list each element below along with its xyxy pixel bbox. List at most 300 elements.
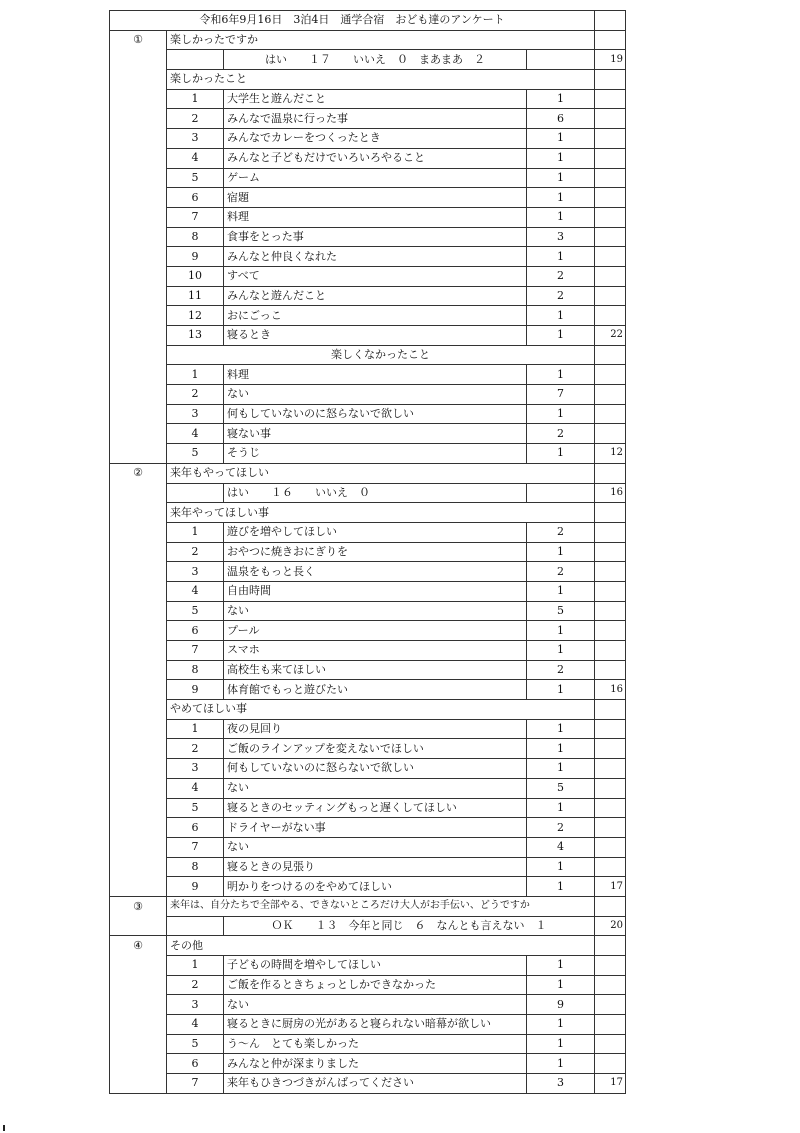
item-number: 8 [167, 227, 224, 247]
item-count: 1 [527, 148, 595, 168]
item-count: 1 [527, 739, 595, 759]
question-number-blank [110, 306, 167, 326]
item-row [110, 857, 626, 877]
total-cell [595, 70, 626, 90]
item-row [110, 266, 626, 286]
question-number-blank [110, 798, 167, 818]
item-text: 寝るときのセッティングもっと遅くしてほしい [224, 798, 527, 818]
total-cell [595, 1034, 626, 1054]
item-number: 1 [167, 956, 224, 976]
survey-table [109, 10, 626, 1094]
total-cell [595, 463, 626, 483]
total-cell [595, 207, 626, 227]
item-text: 来年もひきつづきがんばってください [224, 1074, 527, 1094]
item-row [110, 424, 626, 444]
item-count: 1 [527, 207, 595, 227]
group-header-row [110, 345, 626, 365]
item-text: スマホ [224, 641, 527, 661]
item-text: みんなと遊んだこと [224, 286, 527, 306]
question-row [110, 463, 626, 483]
question-number-blank [110, 621, 167, 641]
total-cell [595, 247, 626, 267]
item-number: 2 [167, 385, 224, 405]
total-cell [595, 798, 626, 818]
question-row [110, 896, 626, 916]
question-number: ② [110, 463, 167, 483]
question-number-blank [110, 995, 167, 1015]
item-number: 3 [167, 562, 224, 582]
item-text: 料理 [224, 207, 527, 227]
total-cell [595, 266, 626, 286]
item-row [110, 1054, 626, 1074]
item-count: 1 [527, 641, 595, 661]
question-row [110, 30, 626, 50]
question-number-blank [110, 719, 167, 739]
question-number: ① [110, 30, 167, 50]
total-cell [595, 896, 626, 916]
total-cell [595, 719, 626, 739]
question-number-blank [110, 188, 167, 208]
item-text: ない [224, 385, 527, 405]
item-count: 1 [527, 306, 595, 326]
item-number: 5 [167, 798, 224, 818]
item-row [110, 1015, 626, 1035]
question-number-blank [110, 778, 167, 798]
item-number: 2 [167, 109, 224, 129]
item-text: 体育館でもっと遊びたい [224, 680, 527, 700]
item-count: 2 [527, 266, 595, 286]
question-text: 楽しかったですか [167, 30, 595, 50]
item-text: 自由時間 [224, 581, 527, 601]
item-number: 7 [167, 837, 224, 857]
item-count: 2 [527, 424, 595, 444]
blank-cell [527, 483, 595, 503]
question-number-blank [110, 89, 167, 109]
question-number-blank [110, 404, 167, 424]
item-count: 5 [527, 778, 595, 798]
item-count: 1 [527, 247, 595, 267]
total-cell [595, 581, 626, 601]
item-count: 4 [527, 837, 595, 857]
item-row [110, 562, 626, 582]
total-cell [595, 660, 626, 680]
item-number: 5 [167, 1034, 224, 1054]
item-row [110, 385, 626, 405]
item-count: 1 [527, 326, 595, 346]
item-text: みんなと仲良くなれた [224, 247, 527, 267]
item-number: 6 [167, 188, 224, 208]
item-number: 4 [167, 581, 224, 601]
item-row [110, 227, 626, 247]
blank-cell [527, 50, 595, 70]
item-text: 寝るときに厨房の光があると寝られない暗幕が欲しい [224, 1015, 527, 1035]
blank-cell [167, 483, 224, 503]
question-number-blank [110, 286, 167, 306]
item-count: 1 [527, 956, 595, 976]
total-cell [595, 188, 626, 208]
item-row [110, 168, 626, 188]
item-count: 1 [527, 621, 595, 641]
question-number-blank [110, 227, 167, 247]
item-number: 6 [167, 818, 224, 838]
total-cell [595, 503, 626, 523]
total-cell [595, 286, 626, 306]
total-cell [595, 11, 626, 31]
item-number: 10 [167, 266, 224, 286]
item-number: 4 [167, 778, 224, 798]
item-text: プール [224, 621, 527, 641]
total-cell [595, 739, 626, 759]
item-row [110, 995, 626, 1015]
question-number-blank [110, 129, 167, 149]
item-row [110, 286, 626, 306]
total-cell [595, 148, 626, 168]
item-count: 3 [527, 1074, 595, 1094]
item-number: 3 [167, 759, 224, 779]
item-text: 夜の見回り [224, 719, 527, 739]
item-count: 2 [527, 286, 595, 306]
total-cell [595, 522, 626, 542]
item-number: 4 [167, 148, 224, 168]
question-number-blank [110, 424, 167, 444]
item-text: ない [224, 837, 527, 857]
answer-total: 20 [595, 916, 626, 936]
total-cell [595, 227, 626, 247]
item-row [110, 778, 626, 798]
question-number-blank [110, 1074, 167, 1094]
item-count: 2 [527, 818, 595, 838]
item-number: 5 [167, 444, 224, 464]
question-number: ④ [110, 936, 167, 956]
answer-summary: はい １７ いいえ ０ まあまあ ２ [224, 50, 527, 70]
item-row [110, 542, 626, 562]
item-row [110, 621, 626, 641]
item-count: 6 [527, 109, 595, 129]
item-text: 寝るとき [224, 326, 527, 346]
total-cell [595, 778, 626, 798]
group-total: 12 [595, 444, 626, 464]
item-count: 1 [527, 719, 595, 739]
answer-summary: はい １６ いいえ ０ [224, 483, 527, 503]
item-text: みんなでカレーをつくったとき [224, 129, 527, 149]
item-row [110, 247, 626, 267]
item-number: 3 [167, 995, 224, 1015]
item-text: ご飯のラインアップを変えないでほしい [224, 739, 527, 759]
item-row [110, 641, 626, 661]
item-text: みんなと仲が深まりました [224, 1054, 527, 1074]
item-row [110, 818, 626, 838]
item-count: 1 [527, 129, 595, 149]
item-number: 3 [167, 129, 224, 149]
item-text: ご飯を作るときちょっとしかできなかった [224, 975, 527, 995]
item-number: 6 [167, 1054, 224, 1074]
question-number-blank [110, 207, 167, 227]
edge-mark [3, 1125, 5, 1131]
answer-total: 16 [595, 483, 626, 503]
item-row [110, 581, 626, 601]
group-total: 17 [595, 877, 626, 897]
question-number-blank [110, 542, 167, 562]
item-text: 大学生と遊んだこと [224, 89, 527, 109]
item-text: 食事をとった事 [224, 227, 527, 247]
answer-row [110, 916, 626, 936]
total-cell [595, 542, 626, 562]
item-count: 1 [527, 680, 595, 700]
question-number-blank [110, 700, 167, 720]
item-number: 8 [167, 660, 224, 680]
question-number-blank [110, 562, 167, 582]
item-text: 宿題 [224, 188, 527, 208]
item-text: 料理 [224, 365, 527, 385]
item-number: 1 [167, 89, 224, 109]
question-number-blank [110, 326, 167, 346]
question-number-blank [110, 168, 167, 188]
item-number: 2 [167, 542, 224, 562]
item-row [110, 719, 626, 739]
survey-title: 令和6年9月16日 3泊4日 通学合宿 おども達のアンケート [110, 11, 595, 31]
item-row [110, 1074, 626, 1094]
question-number-blank [110, 660, 167, 680]
question-text: 来年は、自分たちで全部やる、できないところだけ大人がお手伝い、どうですか [167, 896, 595, 916]
total-cell [595, 995, 626, 1015]
item-count: 1 [527, 877, 595, 897]
blank-cell [167, 50, 224, 70]
question-number-blank [110, 1034, 167, 1054]
total-cell [595, 424, 626, 444]
item-count: 2 [527, 660, 595, 680]
question-number-blank [110, 385, 167, 405]
total-cell [595, 30, 626, 50]
item-text: 寝ない事 [224, 424, 527, 444]
item-row [110, 877, 626, 897]
item-text: ゲーム [224, 168, 527, 188]
question-number-blank [110, 956, 167, 976]
item-number: 13 [167, 326, 224, 346]
item-count: 1 [527, 798, 595, 818]
item-row [110, 306, 626, 326]
item-number: 5 [167, 168, 224, 188]
item-number: 3 [167, 404, 224, 424]
total-cell [595, 1015, 626, 1035]
item-number: 5 [167, 601, 224, 621]
item-row [110, 207, 626, 227]
question-number-blank [110, 522, 167, 542]
question-number-blank [110, 148, 167, 168]
item-text: 寝るときの見張り [224, 857, 527, 877]
item-row [110, 1034, 626, 1054]
item-count: 7 [527, 385, 595, 405]
item-count: 1 [527, 365, 595, 385]
answer-row [110, 50, 626, 70]
item-count: 9 [527, 995, 595, 1015]
item-text: おやつに焼きおにぎりを [224, 542, 527, 562]
item-row [110, 188, 626, 208]
item-count: 1 [527, 542, 595, 562]
item-count: 1 [527, 444, 595, 464]
group-header-row [110, 503, 626, 523]
item-text: う～ん とても楽しかった [224, 1034, 527, 1054]
item-count: 1 [527, 89, 595, 109]
item-row [110, 739, 626, 759]
item-text: おにごっこ [224, 306, 527, 326]
item-number: 2 [167, 975, 224, 995]
group-title: 楽しかったこと [167, 70, 595, 90]
item-count: 1 [527, 188, 595, 208]
item-row [110, 522, 626, 542]
question-number-blank [110, 759, 167, 779]
group-title: 楽しくなかったこと [167, 345, 595, 365]
item-count: 5 [527, 601, 595, 621]
total-cell [595, 956, 626, 976]
item-number: 9 [167, 680, 224, 700]
group-total: 16 [595, 680, 626, 700]
total-cell [595, 837, 626, 857]
item-text: 温泉をもっと長く [224, 562, 527, 582]
question-number-blank [110, 739, 167, 759]
item-number: 7 [167, 1074, 224, 1094]
total-cell [595, 975, 626, 995]
total-cell [595, 365, 626, 385]
item-row [110, 444, 626, 464]
total-cell [595, 109, 626, 129]
item-text: 何もしていないのに怒らないで欲しい [224, 759, 527, 779]
item-row [110, 365, 626, 385]
item-row [110, 89, 626, 109]
total-cell [595, 168, 626, 188]
item-count: 1 [527, 404, 595, 424]
total-cell [595, 385, 626, 405]
question-number-blank [110, 1054, 167, 1074]
question-number-blank [110, 503, 167, 523]
item-row [110, 404, 626, 424]
group-header-row [110, 700, 626, 720]
question-number-blank [110, 877, 167, 897]
item-count: 2 [527, 522, 595, 542]
item-text: ない [224, 778, 527, 798]
item-text: みんなと子どもだけでいろいろやること [224, 148, 527, 168]
question-number-blank [110, 975, 167, 995]
question-number-blank [110, 365, 167, 385]
blank-cell [167, 916, 224, 936]
item-count: 1 [527, 759, 595, 779]
total-cell [595, 129, 626, 149]
question-number-blank [110, 837, 167, 857]
question-text: 来年もやってほしい [167, 463, 595, 483]
item-count: 2 [527, 562, 595, 582]
item-row [110, 109, 626, 129]
item-row [110, 956, 626, 976]
question-number-blank [110, 483, 167, 503]
question-number-blank [110, 916, 167, 936]
item-row [110, 148, 626, 168]
group-total: 22 [595, 326, 626, 346]
group-total: 17 [595, 1074, 626, 1094]
total-cell [595, 621, 626, 641]
item-text: 高校生も来てほしい [224, 660, 527, 680]
item-number: 9 [167, 877, 224, 897]
total-cell [595, 759, 626, 779]
item-text: そうじ [224, 444, 527, 464]
item-count: 1 [527, 857, 595, 877]
item-text: みんなで温泉に行った事 [224, 109, 527, 129]
item-number: 7 [167, 641, 224, 661]
item-text: すべて [224, 266, 527, 286]
question-number-blank [110, 818, 167, 838]
group-title: やめてほしい事 [167, 700, 595, 720]
question-number-blank [110, 857, 167, 877]
total-cell [595, 345, 626, 365]
question-text: その他 [167, 936, 595, 956]
item-text: 何もしていないのに怒らないで欲しい [224, 404, 527, 424]
item-text: ない [224, 601, 527, 621]
item-row [110, 975, 626, 995]
answer-summary: ＯＫ １３ 今年と同じ ６ なんとも言えない １ [224, 916, 595, 936]
item-number: 1 [167, 522, 224, 542]
answer-total: 19 [595, 50, 626, 70]
item-number: 4 [167, 1015, 224, 1035]
item-number: 9 [167, 247, 224, 267]
question-number-blank [110, 444, 167, 464]
question-number-blank [110, 1015, 167, 1035]
item-text: 遊びを増やしてほしい [224, 522, 527, 542]
item-number: 7 [167, 207, 224, 227]
item-text: ない [224, 995, 527, 1015]
question-number-blank [110, 345, 167, 365]
question-row [110, 936, 626, 956]
question-number-blank [110, 247, 167, 267]
item-row [110, 680, 626, 700]
item-count: 1 [527, 975, 595, 995]
total-cell [595, 404, 626, 424]
group-header-row [110, 70, 626, 90]
item-row [110, 798, 626, 818]
item-row [110, 129, 626, 149]
item-text: 明かりをつけるのをやめてほしい [224, 877, 527, 897]
item-row [110, 601, 626, 621]
item-number: 6 [167, 621, 224, 641]
item-count: 1 [527, 581, 595, 601]
item-row [110, 759, 626, 779]
question-number-blank [110, 109, 167, 129]
question-number-blank [110, 50, 167, 70]
group-title: 来年やってほしい事 [167, 503, 595, 523]
item-count: 1 [527, 1034, 595, 1054]
title-row [110, 11, 626, 31]
item-row [110, 326, 626, 346]
item-number: 11 [167, 286, 224, 306]
item-count: 1 [527, 1015, 595, 1035]
question-number-blank [110, 266, 167, 286]
total-cell [595, 936, 626, 956]
question-number-blank [110, 680, 167, 700]
item-number: 1 [167, 719, 224, 739]
total-cell [595, 641, 626, 661]
item-text: ドライヤーがない事 [224, 818, 527, 838]
item-number: 2 [167, 739, 224, 759]
item-number: 4 [167, 424, 224, 444]
item-count: 3 [527, 227, 595, 247]
item-number: 1 [167, 365, 224, 385]
item-row [110, 660, 626, 680]
total-cell [595, 1054, 626, 1074]
total-cell [595, 601, 626, 621]
answer-row [110, 483, 626, 503]
item-number: 8 [167, 857, 224, 877]
question-number-blank [110, 641, 167, 661]
total-cell [595, 857, 626, 877]
item-text: 子どもの時間を増やしてほしい [224, 956, 527, 976]
item-count: 1 [527, 168, 595, 188]
